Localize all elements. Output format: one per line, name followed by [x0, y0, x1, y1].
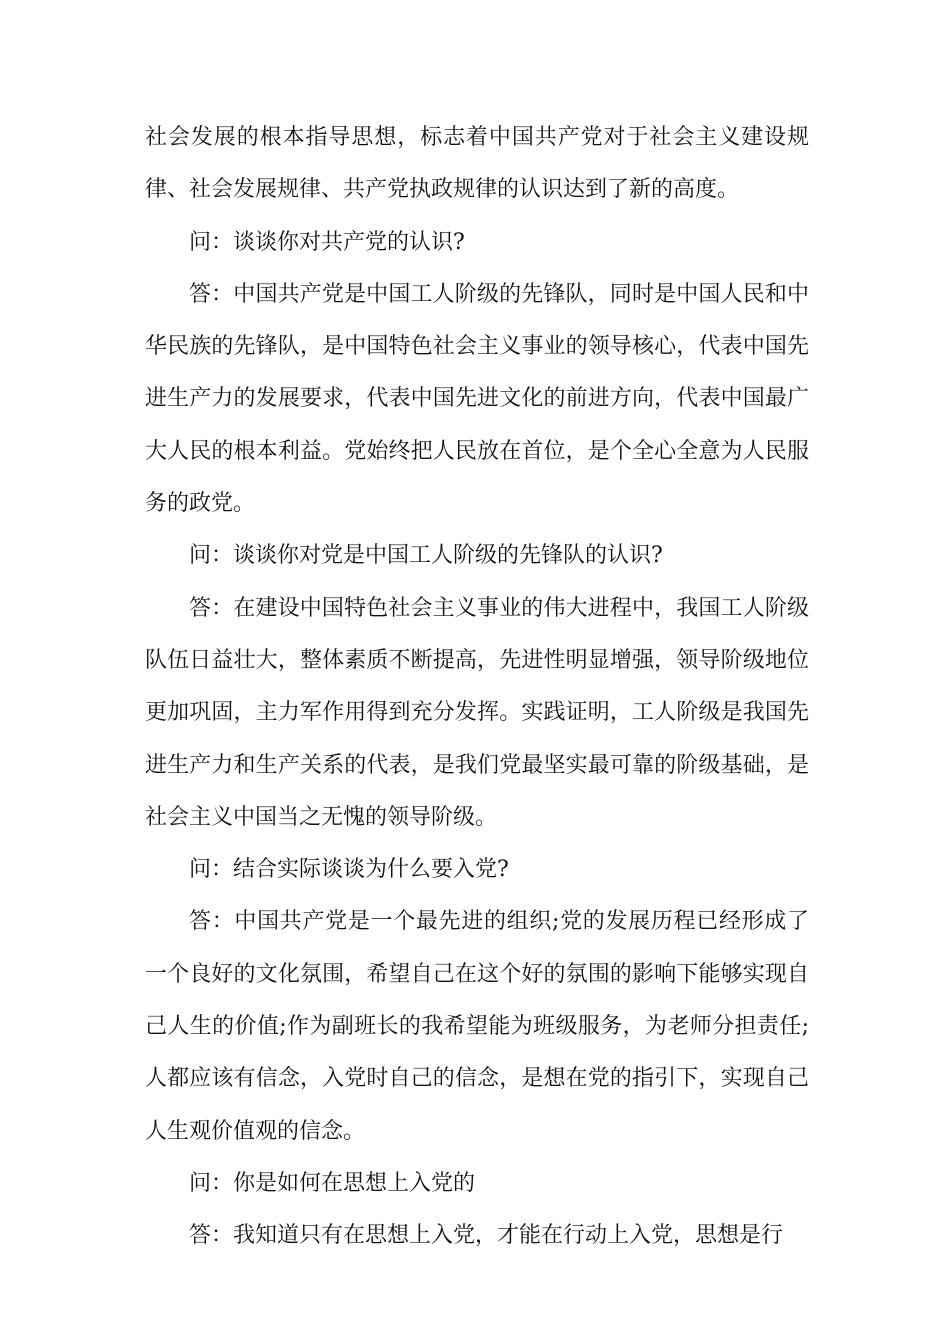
answer-paragraph: 答：我知道只有在思想上入党，才能在行动上入党，思想是行 — [189, 1223, 784, 1249]
question-paragraph: 问：你是如何在思想上入党的 — [189, 1170, 476, 1196]
answer-paragraph: 答：在建设中国特色社会主义事业的伟大进程中，我国工人阶级队伍日益壮大，整体素质不断提高，先进性明显增强，领导阶级地位更加巩固，主力军作用得到充分发挥。实践证明，工人阶级是我国先进生产力和生产关系的代表，是我们党最坚实最可靠的阶级基础，是社会主义中国当之无愧的领导阶级。 — [145, 595, 809, 830]
question-paragraph: 问：谈谈你对党是中国工人阶级的先锋队的认识? — [189, 543, 663, 569]
question-paragraph: 问：谈谈你对共产党的认识? — [189, 229, 465, 255]
answer-paragraph: 答：中国共产党是一个最先进的组织;党的发展历程已经形成了一个良好的文化氛围，希望自己在这个好的氛围的影响下能够实现自己人生的价值;作为副班长的我希望能为班级服务，为老师分担责任;人都应该有信念，入党时自己的信念，是想在党的指引下，实现自己人生观价值观的信念。 — [145, 909, 809, 1144]
answer-paragraph: 答：中国共产党是中国工人阶级的先锋队，同时是中国人民和中华民族的先锋队，是中国特色社会主义事业的领导核心，代表中国先进生产力的发展要求，代表中国先进文化的前进方向，代表中国最广大人民的根本利益。党始终把人民放在首位，是个全心全意为人民服务的政党。 — [145, 281, 809, 517]
paragraph-continuation: 社会发展的根本指导思想，标志着中国共产党对于社会主义建设规律、社会发展规律、共产党执政规律的认识达到了新的高度。 — [145, 125, 809, 203]
document-body — [145, 112, 809, 1263]
question-paragraph: 问：结合实际谈谈为什么要入党? — [189, 857, 509, 883]
